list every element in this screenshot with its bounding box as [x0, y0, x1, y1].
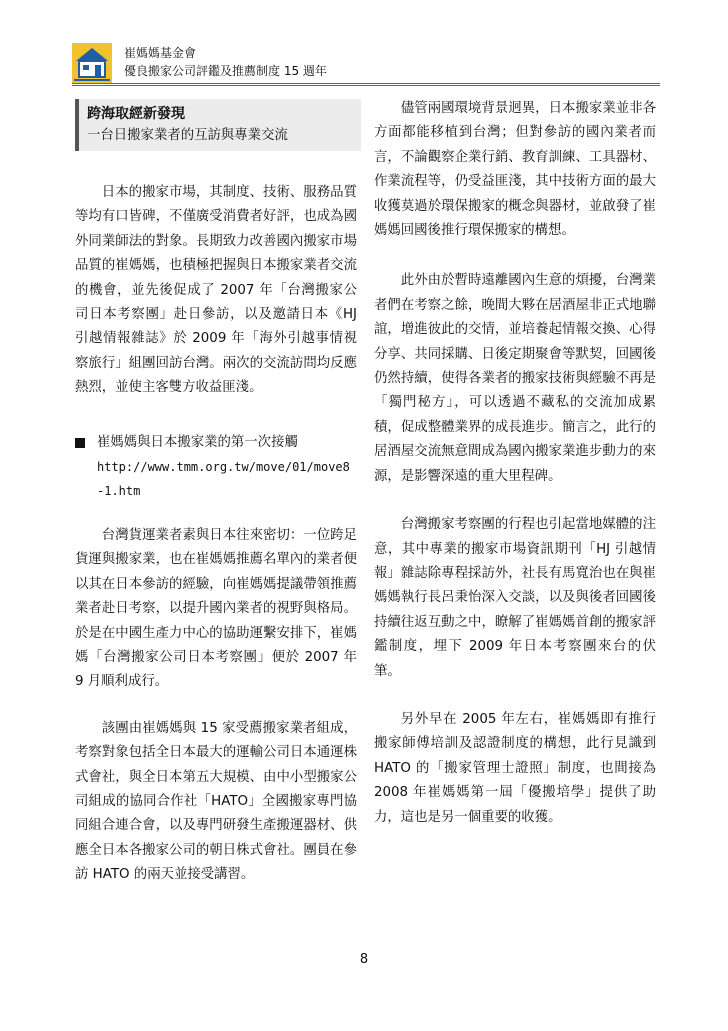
- right-paragraph-1: 儘管兩國環境背景迥異，日本搬家業並非各方面都能移植到台灣；但對參訪的國內業者而言，不論觀察企業行銷、教育訓練、工具器材、作業流程等，仍受益匪淺，其中技術方面的最大收獲莫過於環保搬家的概念與器材，並啟發了崔媽媽回國後推行環保搬家的構想。: [374, 101, 656, 239]
- organization-name: 崔媽媽基金會: [124, 46, 197, 60]
- page-header: [72, 43, 660, 83]
- left-paragraph-1: 日本的搬家市場，其制度、技術、服務品質等均有口皆碑，不僅廣受消費者好評，也成為國外同業師法的對象。長期致力改善國內搬家市場品質的崔媽媽，也積極把握與日本搬家業者交流的機會，並先後促成了 2007 年「台灣搬家公司日本考察團」赴日參訪，以及邀請日本《HJ 引越情報雜誌》於 2009 年「海外引越事情視察旅行」組團回訪台灣。兩次的交流訪問均反應熱烈，並使主客雙方收益匪淺。: [75, 185, 357, 396]
- foundation-logo-icon: [72, 43, 112, 83]
- left-paragraph-2: 台灣貨運業者素與日本往來密切：一位跨足貨運與搬家業，也在崔媽媽推薦名單內的業者便以其在日本參訪的經驗，向崔媽媽提議帶領推薦業者赴日考察，以提升國內業者的視野與格局。於是在中國生產力中心的協助運繫安排下，崔媽媽「台灣搬家公司日本考察團」便於 2007 年 9 月順利成行。: [75, 527, 357, 690]
- header-divider-secondary: [72, 85, 660, 86]
- bullet-title: 崔媽媽與日本搬家業的第一次接觸: [97, 434, 298, 450]
- left-column: [75, 97, 357, 888]
- right-paragraph-3: 台灣搬家考察團的行程也引起當地媒體的注意，其中專業的搬家市場資訊期刊「HJ 引越情報」雜誌除專程採訪外，社長有馬寬治也在與崔媽媽執行長呂秉怡深入交談，以及與後者回國後持續往返互動之中，瞭解了崔媽媽首創的搬家評鑑制度，埋下 2009 年日本考察團來台的伏筆。: [374, 517, 656, 679]
- header-divider: [72, 83, 660, 84]
- left-paragraph-3: 該團由崔媽媽與 15 家受薦搬家業者組成，考察對象包括全日本最大的運輸公司日本通運株式會社，與全日本第五大規模、由中小型搬家公司組成的協同合作社「HATO」全國搬家專門協同組合連合會，以及專門研發生產搬運器材、供應全日本各搬家公司的朝日株式會社。團員在參訪 HATO 的兩天並接受講習。: [75, 720, 357, 883]
- square-bullet-icon: [75, 438, 85, 448]
- article-title-box: [75, 99, 361, 151]
- reference-link[interactable]: http://www.tmm.org.tw/move/01/move8-1.htm: [97, 460, 350, 499]
- page-number: 8: [359, 952, 369, 967]
- article-title: 跨海取經新發現: [87, 106, 185, 122]
- right-paragraph-4: 另外早在 2005 年左右，崔媽媽即有推行搬家師傅培訓及認證制度的構想，此行見識到 HATO 的「搬家管理士證照」制度，也間接為 2008 年崔媽媽第一屆「優搬培學」提供了助力，這也是另一個重要的收獲。: [374, 711, 656, 825]
- right-paragraph-2: 此外由於暫時遠離國內生意的煩擾，台灣業者們在考察之餘，晚間大夥在居酒屋非正式地聯誼，增進彼此的交情，並培養起情報交換、心得分享、共同採購、日後定期聚會等默契，回國後仍然持續，使得各業者的搬家技術與經驗不再是「獨門秘方」，可以透過不藏私的交流加成累積，促成整體業界的成長進步。簡言之，此行的居酒屋交流無意間成為國內搬家業進步動力的來源，是影響深遠的重大里程碑。: [374, 273, 656, 484]
- right-column: [374, 97, 656, 830]
- header-subtitle: 優良搬家公司評鑑及推薦制度 15 週年: [124, 64, 327, 78]
- bullet-item: [75, 431, 357, 455]
- article-subtitle: 一台日搬家業者的互訪與專業交流: [87, 128, 288, 143]
